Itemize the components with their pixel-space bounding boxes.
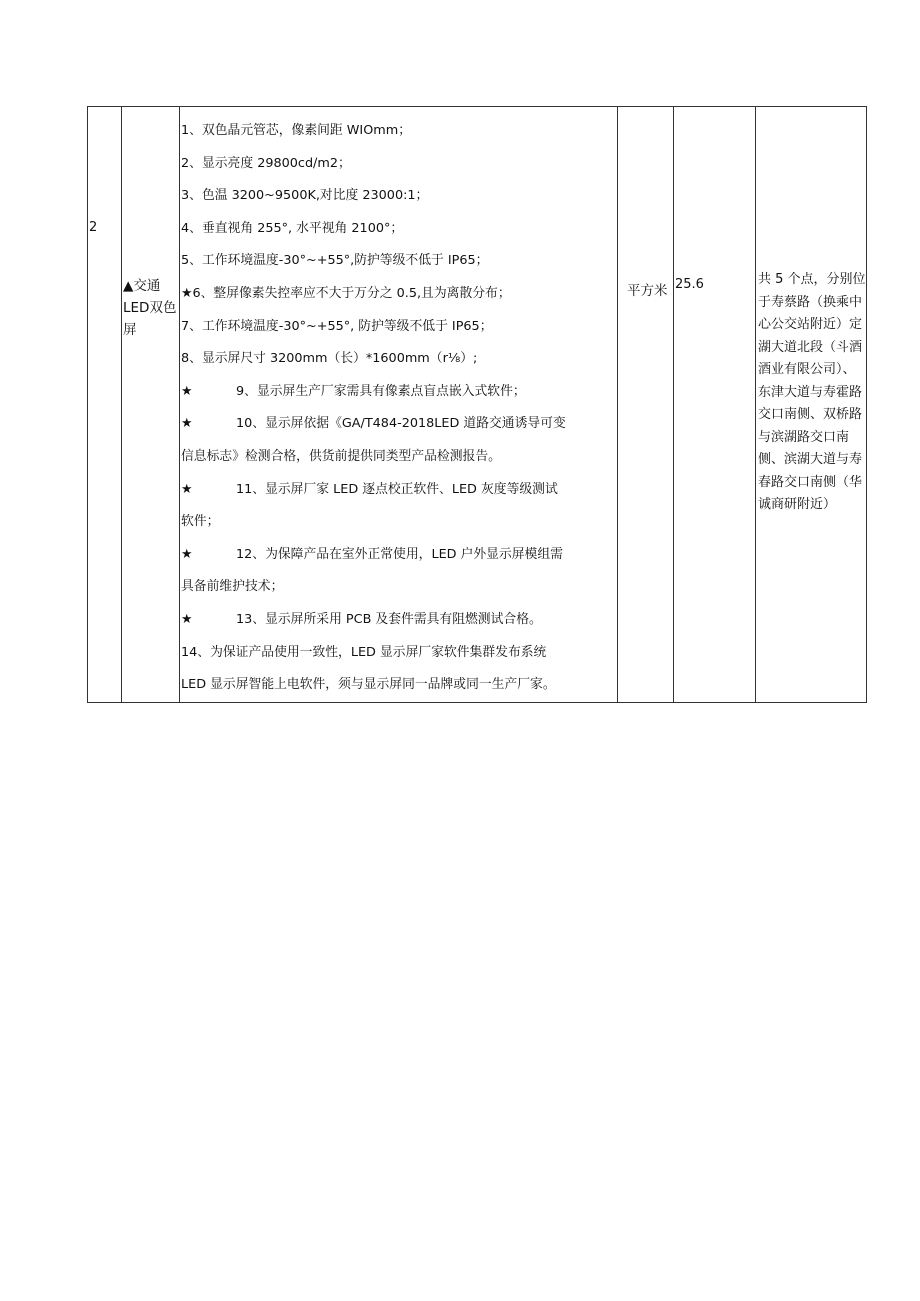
column-divider	[179, 107, 180, 702]
star-marker-icon: ★	[181, 383, 193, 399]
spec-line	[181, 343, 527, 376]
spec-line	[181, 115, 527, 148]
column-divider	[121, 107, 122, 702]
spec-line	[181, 245, 527, 278]
spec-line	[181, 408, 566, 441]
spec-line	[181, 474, 558, 507]
spec-text: 5、工作环境温度-30°~+55°,防护等级不低于 IP65；	[181, 253, 489, 269]
spec-line	[181, 376, 527, 409]
spec-text: 3、色温 3200~9500K,对比度 23000:1；	[181, 188, 429, 204]
star-marker-icon: ★	[181, 546, 193, 562]
spec-text: LED 显示屏智能上电软件，须与显示屏同一品牌或同一生产厂家。	[181, 677, 556, 693]
star-marker-icon: ★	[181, 481, 193, 497]
spec-line	[181, 506, 527, 539]
spec-line	[181, 213, 527, 246]
column-divider	[617, 107, 618, 702]
spec-text: ★6、整屏像素失控率应不大于万分之 0.5,且为离散分布；	[181, 285, 511, 301]
spec-text: 11、显示屏厂家 LED 逐点校正软件、LED 灰度等级测试	[236, 481, 558, 497]
spec-text: 4、垂直视角 255°, 水平视角 2100°；	[181, 220, 404, 236]
spec-text: 10、显示屏依据《GA/T484-2018LED 道路交通诱导可变	[236, 416, 566, 432]
spec-text: 信息标志》检测合格，供货前提供同类型产品检测报告。	[181, 448, 501, 464]
quantity-cell: 25.6	[675, 277, 704, 292]
spec-text: 14、为保证产品使用一致性，LED 显示屏厂家软件集群发布系统	[181, 644, 547, 660]
spec-line	[181, 148, 527, 181]
column-divider	[673, 107, 674, 702]
star-marker-icon: ★	[181, 416, 193, 432]
spec-line	[181, 278, 527, 311]
row-number: 2	[89, 220, 98, 235]
spec-text: 9、显示屏生产厂家需具有像素点盲点嵌入式软件；	[236, 383, 526, 399]
product-name: ▲交通LED双色屏	[123, 278, 177, 338]
unit-cell: 平方米	[627, 283, 668, 299]
spec-line	[181, 539, 563, 572]
spec-text: 1、双色晶元管芯，像素间距 WIOmm；	[181, 123, 412, 138]
spec-table	[87, 106, 867, 703]
star-marker-icon: ★	[181, 611, 193, 627]
spec-text: 8、显示屏尺寸 3200mm（长）*1600mm（r⅛）;	[181, 351, 478, 367]
column-divider	[755, 107, 756, 702]
spec-line	[181, 669, 556, 702]
spec-line	[181, 637, 547, 670]
spec-text: 12、为保障产品在室外正常使用，LED 户外显示屏模组需	[236, 546, 563, 562]
spec-line	[181, 571, 527, 604]
spec-text: 7、工作环境温度-30°~+55°, 防护等级不低于 IP65；	[181, 318, 493, 334]
spec-list	[181, 115, 566, 702]
spec-text: 13、显示屏所采用 PCB 及套件需具有阻燃测试合格。	[236, 611, 542, 627]
spec-text: 具备前维护技术；	[181, 579, 284, 595]
spec-text: 软件；	[181, 514, 220, 530]
spec-line	[181, 441, 527, 474]
spec-line	[181, 311, 527, 344]
spec-line	[181, 604, 542, 637]
spec-line	[181, 180, 527, 213]
spec-text: 2、显示亮度 29800cd∕m2；	[181, 155, 351, 171]
location-cell: 共 5 个点，分别位于寿蔡路（换乘中心公交站附近）定湖大道北段（斗酒酒业有限公司）、东津大道与寿霍路交口南侧、双桥路与滨湖路交口南侧、滨湖大道与寿春路交口南侧（华诚商研附近）	[758, 272, 866, 512]
